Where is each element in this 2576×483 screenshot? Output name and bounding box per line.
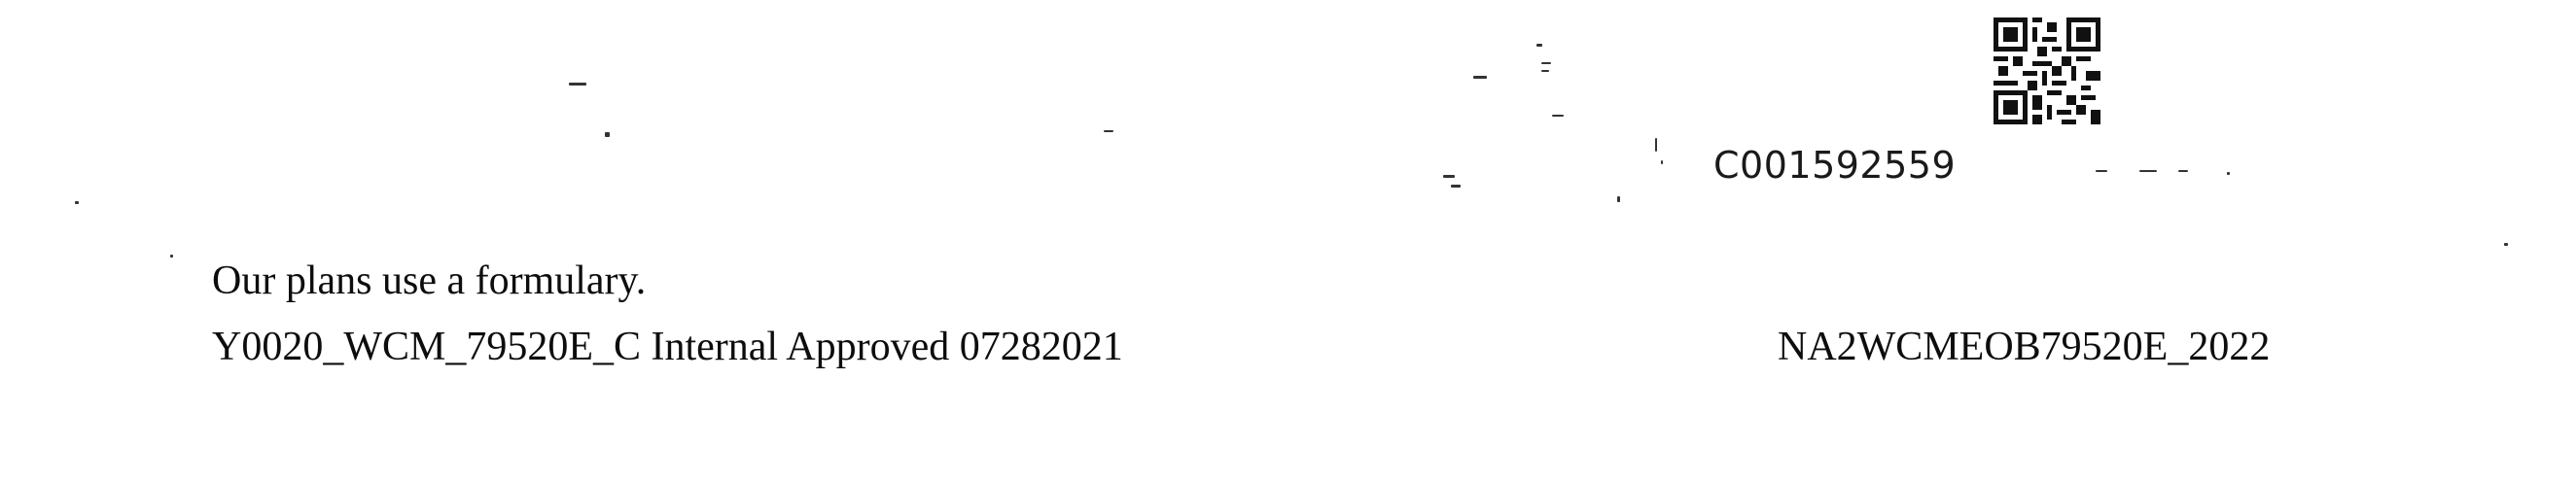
scan-speck bbox=[1541, 70, 1549, 72]
scan-speck bbox=[1443, 175, 1455, 178]
scan-speck bbox=[1536, 44, 1542, 47]
material-code: NA2WCMEOB79520E_2022 bbox=[1778, 325, 2271, 369]
document-code: C001592559 bbox=[1713, 144, 1957, 187]
scan-speck bbox=[1104, 130, 1113, 132]
scan-speck bbox=[1655, 138, 1657, 152]
scan-speck bbox=[1541, 62, 1551, 64]
scan-speck bbox=[170, 255, 173, 258]
scan-speck bbox=[2227, 172, 2230, 175]
scan-speck bbox=[605, 132, 610, 137]
scan-speck bbox=[1451, 185, 1461, 188]
scan-speck bbox=[2504, 243, 2508, 246]
scan-speck bbox=[1661, 160, 1663, 164]
scan-speck bbox=[569, 83, 586, 86]
scan-speck bbox=[1473, 76, 1487, 79]
scan-speck bbox=[1617, 196, 1620, 202]
formulary-statement: Our plans use a formulary. bbox=[212, 259, 647, 303]
approval-line: Y0020_WCM_79520E_C Internal Approved 07282021 bbox=[212, 325, 1123, 369]
scan-speck bbox=[2139, 170, 2157, 172]
qr-code-icon bbox=[1994, 17, 2100, 124]
scan-speck bbox=[2178, 170, 2188, 172]
scan-speck bbox=[75, 201, 79, 204]
scan-speck bbox=[2096, 170, 2107, 172]
scan-speck bbox=[1552, 115, 1564, 117]
